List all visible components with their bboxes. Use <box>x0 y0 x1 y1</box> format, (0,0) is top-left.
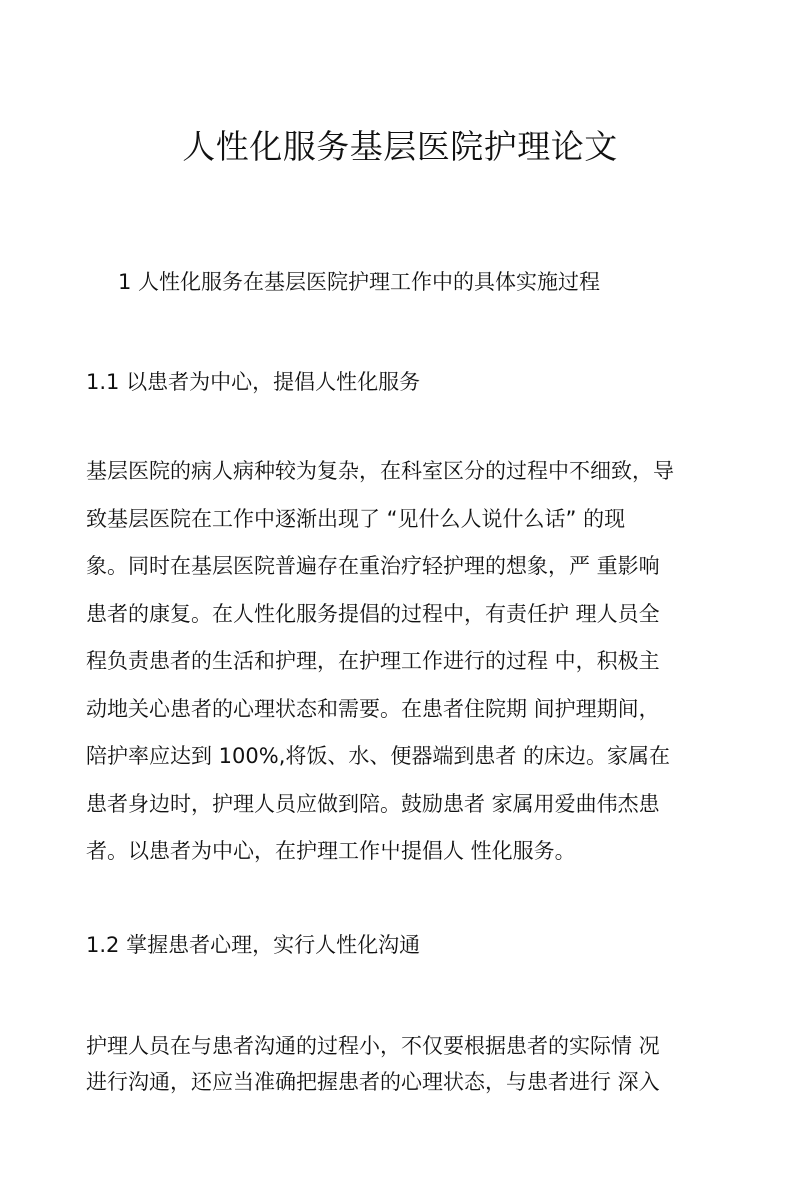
section-1-heading: 1 人性化服务在基层医院护理工作中的具体实施过程 <box>118 270 601 294</box>
paragraph-line: 程负责患者的生活和护理，在护理工作进行的过程 中，积极主 <box>86 649 660 673</box>
paragraph-line: 基层医院的病人病种较为复杂，在科室区分的过程中不细致，导 <box>86 459 674 483</box>
paragraph-line: 象。同时在基层医院普遍存在重治疗轻护理的想象，严 重影响 <box>86 554 660 578</box>
subsection-1-1-paragraph <box>86 448 726 876</box>
paragraph-line: 患者身边时，护理人员应做到陪。鼓励患者 家属用爱曲伟杰患 <box>86 791 660 816</box>
paragraph-line: 致基层医院在工作中逐渐出现了 “见什么人说什么话” 的现 <box>86 506 626 531</box>
paragraph-line: 进行沟通，还应当准确把握患者的心理状态，与患者进行 深入 <box>86 1070 660 1094</box>
paragraph-line: 者。以患者为中心，在护理工作屮提倡人 性化服务。 <box>86 839 576 863</box>
subsection-1-1-heading: 1.1 以患者为中心，提倡人性化服务 <box>86 370 421 394</box>
subsection-1-2-heading: 1.2 掌握患者心理，实行人性化沟通 <box>86 933 421 957</box>
paragraph-line: 患者的康复。在人性化服务提倡的过程中，有责任护 理人员全 <box>86 601 660 626</box>
subsection-1-2-paragraph <box>86 1028 726 1100</box>
paragraph-line: 陪护率应达到 100%,将饭、水、便器端到患者 的床边。家属在 <box>86 744 671 768</box>
document-title: 人性化服务基层医院护理论文 <box>182 127 618 166</box>
paragraph-line: 动地关心患者的心理状态和需要。在患者住院期 间护理期间， <box>86 696 660 721</box>
paragraph-line: 护理人员在与患者沟通的过程小，不仅要根据患者的实际情 况 <box>86 1034 660 1058</box>
